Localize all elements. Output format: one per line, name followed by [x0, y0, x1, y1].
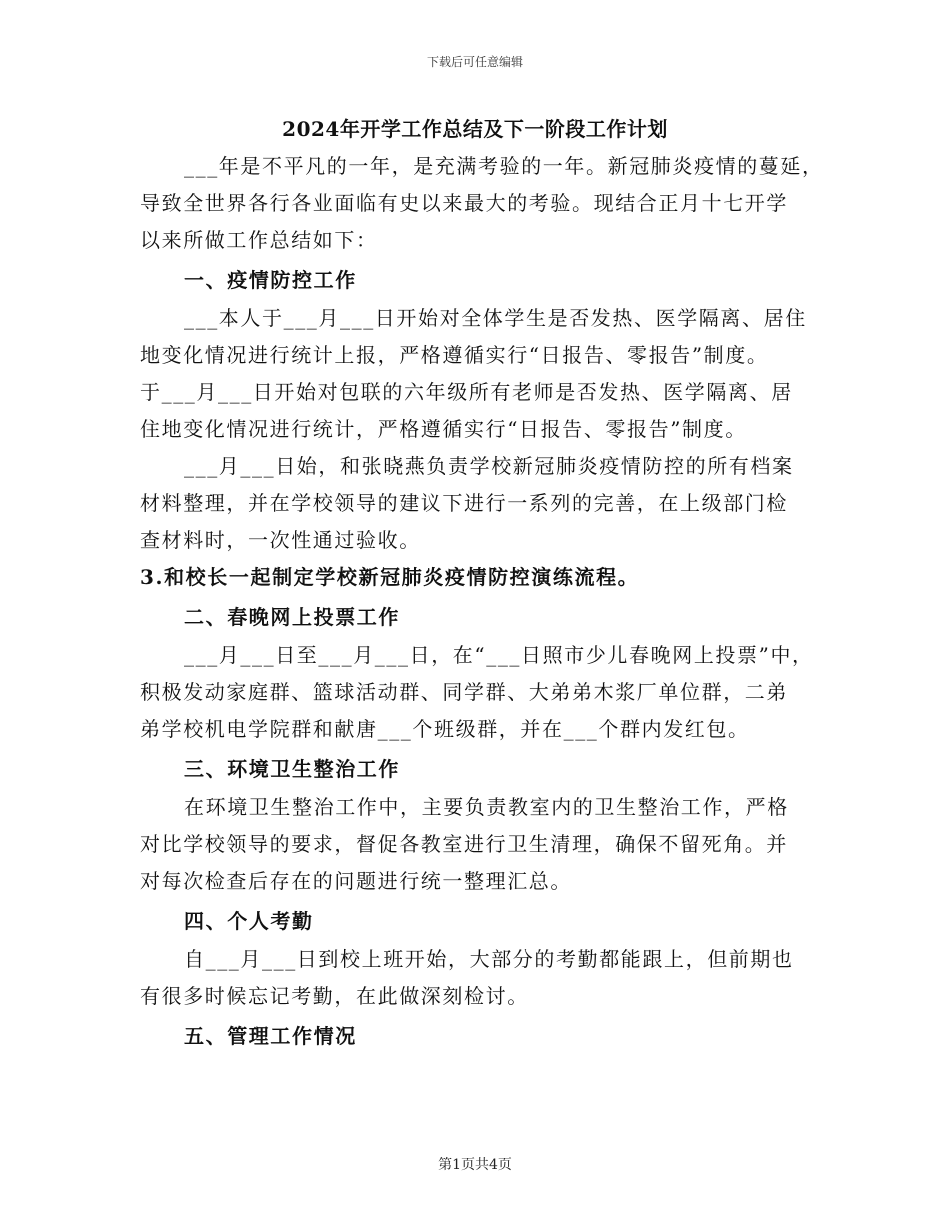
paragraph-line: 在环境卫生整治工作中，主要负责教室内的卫生整治工作，严格 [184, 795, 789, 819]
section-heading: 五、管理工作情况 [184, 1024, 357, 1048]
section-heading: 四、个人考勤 [184, 909, 314, 933]
section-heading: 二、春晚网上投票工作 [184, 605, 400, 629]
paragraph-line: 地变化情况进行统计上报，严格遵循实行“日报告、零报告”制度。 [140, 343, 769, 367]
paragraph-line: 弟学校机电学院群和献唐___个班级群，并在___个群内发红包。 [140, 717, 750, 741]
numbered-item: 3.和校长一起制定学校新冠肺炎疫情防控演练流程。 [140, 565, 640, 589]
paragraph-line: 以来所做工作总结如下： [140, 228, 378, 252]
page-title: 2024年开学工作总结及下一阶段工作计划 [282, 117, 668, 141]
paragraph-line: 查材料时，一次性通过验收。 [140, 528, 421, 552]
paragraph-line: ___本人于___月___日开始对全体学生是否发热、医学隔离、居住 [184, 306, 807, 330]
paragraph-line: 自___月___日到校上班开始，大部分的考勤都能跟上，但前期也 [184, 947, 794, 971]
document-body [140, 148, 824, 1056]
paragraph-line: 对每次检查后存在的问题进行统一整理汇总。 [140, 869, 572, 893]
section-heading: 三、环境卫生整治工作 [184, 757, 400, 781]
paragraph-line: 导致全世界各行各业面临有史以来最大的考验。现结合正月十七开学 [140, 191, 788, 215]
paragraph-line: 材料整理，并在学校领导的建议下进行一系列的完善，在上级部门检 [140, 491, 788, 515]
header-note: 下载后可任意编辑 [426, 55, 523, 69]
paragraph-line: 对比学校领导的要求，督促各教室进行卫生清理，确保不留死角。并 [140, 832, 788, 856]
page-number-footer: 第1页共4页 [438, 1157, 512, 1173]
section-heading: 一、疫情防控工作 [184, 268, 357, 292]
paragraph-line: 有很多时候忘记考勤，在此做深刻检讨。 [140, 984, 529, 1008]
paragraph-line: 于___月___日开始对包联的六年级所有老师是否发热、医学隔离、居 [140, 380, 793, 404]
paragraph-line: ___月___日始，和张晓燕负责学校新冠肺炎疫情防控的所有档案 [184, 454, 794, 478]
paragraph-line: ___月___日至___月___日，在“___日照市少儿春晚网上投票”中， [184, 643, 814, 667]
paragraph-line: ___年是不平凡的一年，是充满考验的一年。新冠肺炎疫情的蔓延， [184, 154, 824, 178]
paragraph-line: 积极发动家庭群、篮球活动群、同学群、大弟弟木浆厂单位群，二弟 [140, 680, 788, 704]
paragraph-line: 住地变化情况进行统计，严格遵循实行“日报告、零报告”制度。 [140, 417, 747, 441]
